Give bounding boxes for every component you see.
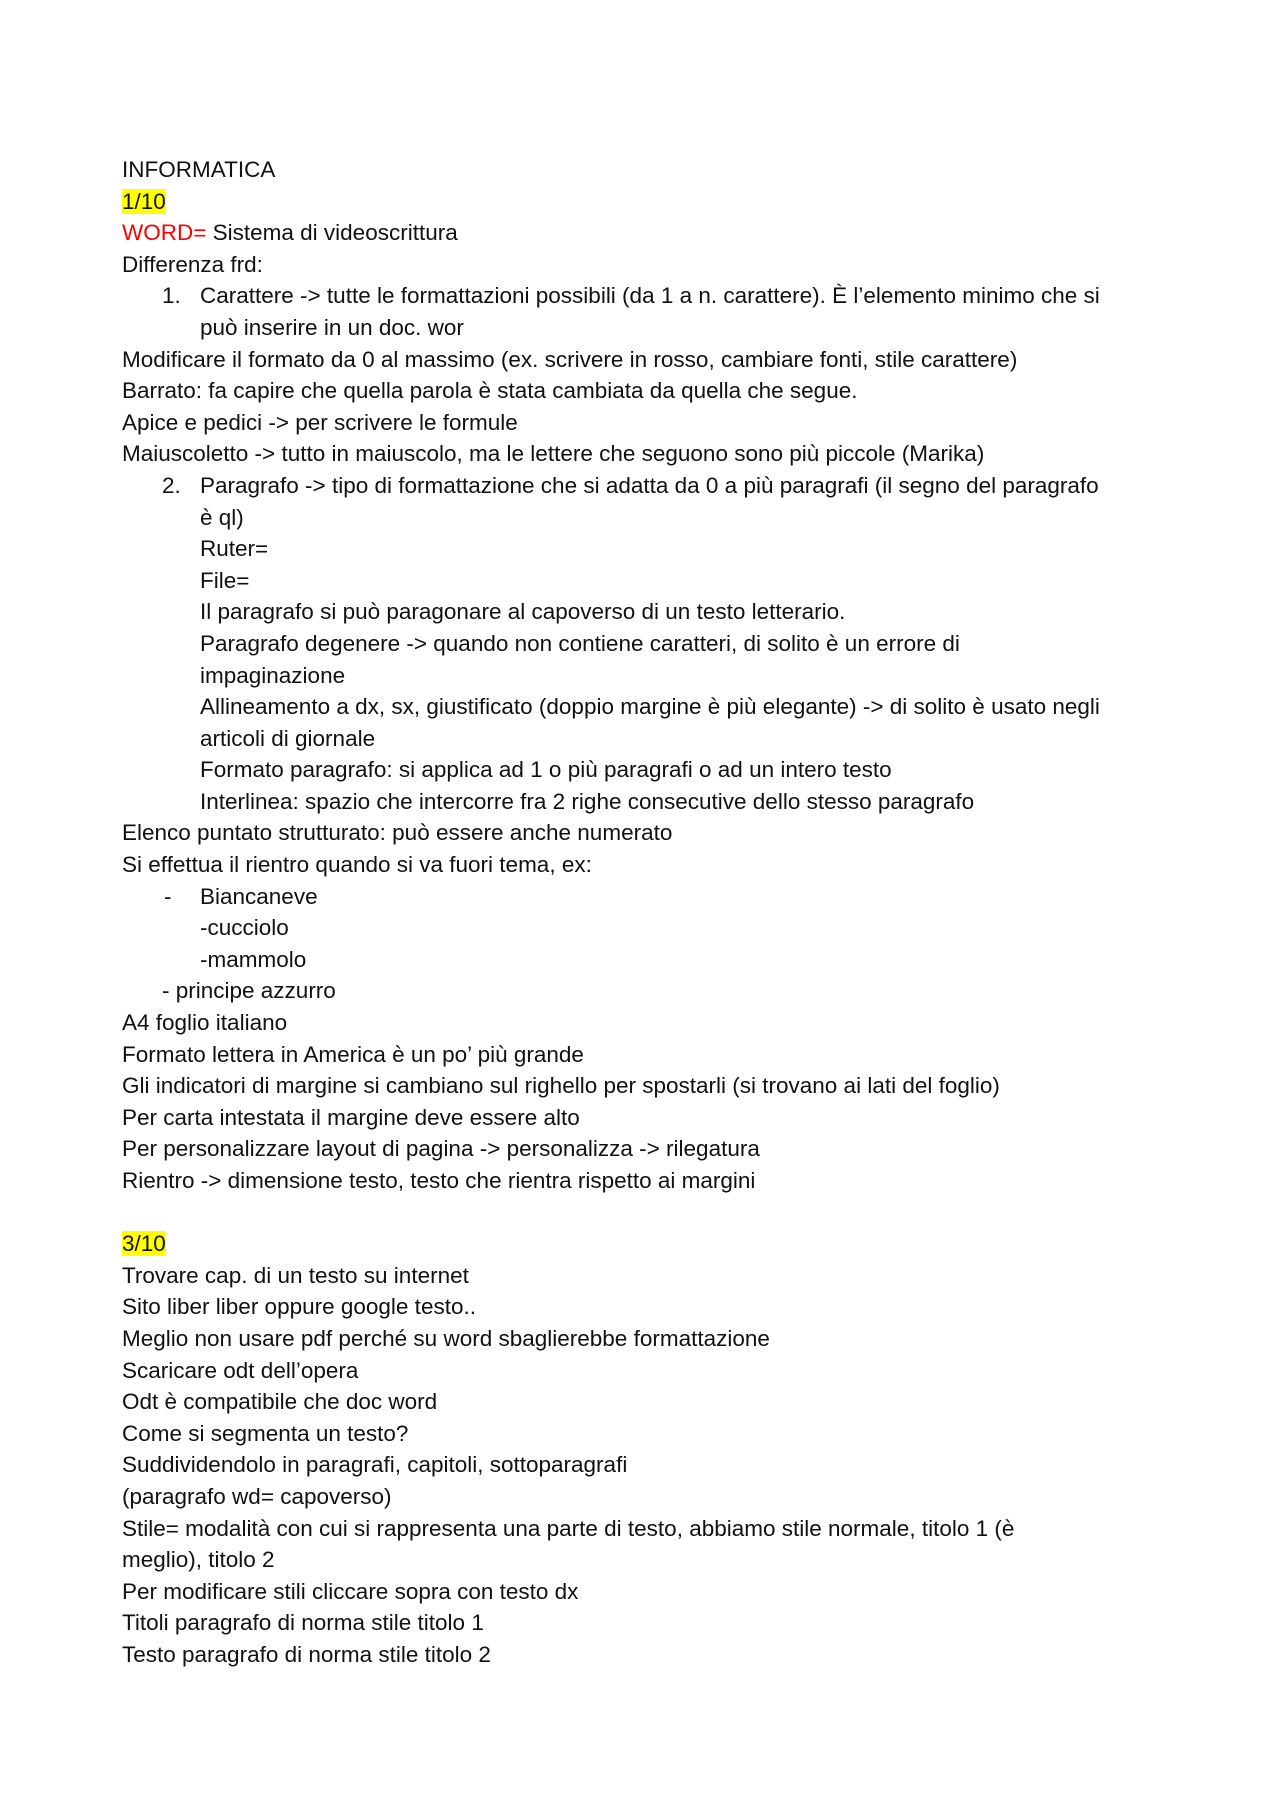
text-line: Differenza frd: <box>122 251 263 277</box>
text-line: -cucciolo <box>200 915 289 941</box>
text-line: Si effettua il rientro quando si va fuori tema, ex: <box>122 852 592 878</box>
text-line: articoli di giornale <box>200 725 376 751</box>
numbered-item-1-cont: può inserire in un doc. wor <box>200 314 464 340</box>
date-highlight: 1/10 <box>122 188 166 214</box>
date-heading <box>122 186 1162 218</box>
dash-bullet: - <box>164 883 172 909</box>
word-text: Sistema di videoscrittura <box>206 220 458 246</box>
text-line: Elenco puntato strutturato: può essere anche numerato <box>122 820 673 846</box>
text-line: Per carta intestata il margine deve essere alto <box>122 1104 580 1130</box>
bullet-item <box>122 881 1162 913</box>
text-line: Interlinea: spazio che intercorre fra 2 righe consecutive dello stesso paragrafo <box>200 788 975 814</box>
text-line: Rientro -> dimensione testo, testo che rientra rispetto ai margini <box>122 1168 756 1193</box>
list-number: 2. <box>162 472 181 498</box>
text-line: Titoli paragrafo di norma stile titolo 1 <box>122 1610 484 1636</box>
text-line: Suddividendolo in paragrafi, capitoli, sottoparagrafi <box>122 1452 628 1478</box>
text-line: Stile= modalità con cui si rappresenta una parte di testo, abbiamo stile normale, titolo 1 (è <box>122 1515 1015 1541</box>
text-line: A4 foglio italiano <box>122 1010 288 1036</box>
text-line: (paragrafo wd= capoverso) <box>122 1483 392 1509</box>
text-line: impaginazione <box>200 662 346 688</box>
text-line: Testo paragrafo di norma stile titolo 2 <box>122 1641 491 1667</box>
text-line: Meglio non usare pdf perché su word sbaglierebbe formattazione <box>122 1325 770 1351</box>
blank-line <box>122 1197 1162 1229</box>
text-line: Come si segmenta un testo? <box>122 1420 409 1446</box>
date-highlight: 3/10 <box>122 1231 166 1257</box>
text-line: meglio), titolo 2 <box>122 1547 275 1573</box>
text-line: File= <box>200 567 250 593</box>
text-line: - principe azzurro <box>162 978 336 1004</box>
bullet-text: Biancaneve <box>200 883 318 909</box>
text-line: Il paragrafo si può paragonare al capoverso di un testo letterario. <box>200 599 846 625</box>
text-line: Formato lettera in America è un po’ più grande <box>122 1041 584 1067</box>
text-line: Allineamento a dx, sx, giustificato (doppio margine è più elegante) -> di solito è usato negli <box>200 694 1100 720</box>
text-line: Barrato: fa capire che quella parola è stata cambiata da quella che segue. <box>122 378 858 404</box>
text-line: Trovare cap. di un testo su internet <box>122 1262 469 1288</box>
numbered-item-2 <box>122 470 1162 502</box>
text-line: Per personalizzare layout di pagina -> personalizza -> rilegatura <box>122 1136 760 1162</box>
text-line: Ruter= <box>200 536 269 562</box>
numbered-item-1 <box>122 280 1162 312</box>
text-line: Scaricare odt dell’opera <box>122 1357 359 1383</box>
text-line: Modificare il formato da 0 al massimo (ex. scrivere in rosso, cambiare fonti, stile carattere) <box>122 346 1018 372</box>
text-line: Apice e pedici -> per scrivere le formule <box>122 409 518 435</box>
text-line: Per modificare stili cliccare sopra con testo dx <box>122 1578 579 1604</box>
text-line: Maiuscoletto -> tutto in maiuscolo, ma le lettere che seguono sono più piccole (Marika) <box>122 441 985 467</box>
word-definition <box>122 217 1162 249</box>
text-line: Paragrafo degenere -> quando non contiene caratteri, di solito è un errore di <box>200 630 960 656</box>
text-line: Sito liber liber oppure google testo.. <box>122 1294 476 1320</box>
text-line: Odt è compatibile che doc word <box>122 1389 438 1415</box>
document-body <box>122 154 1162 1671</box>
doc-title: INFORMATICA <box>122 157 276 182</box>
numbered-item-2-cont: è ql) <box>200 504 244 530</box>
list-number: 1. <box>162 283 181 309</box>
list-item-text: Carattere -> tutte le formattazioni possibili (da 1 a n. carattere). È l’elemento minimo che si <box>200 283 1100 309</box>
text-line: Gli indicatori di margine si cambiano sul righello per spostarli (si trovano ai lati del foglio) <box>122 1073 1000 1099</box>
word-label: WORD= <box>122 220 207 246</box>
text-line: Formato paragrafo: si applica ad 1 o più paragrafi o ad un intero testo <box>200 757 892 783</box>
text-line: -mammolo <box>200 946 307 972</box>
list-item-text: Paragrafo -> tipo di formattazione che si adatta da 0 a più paragrafi (il segno del paragrafo <box>200 472 1099 498</box>
date-heading <box>122 1228 1162 1260</box>
